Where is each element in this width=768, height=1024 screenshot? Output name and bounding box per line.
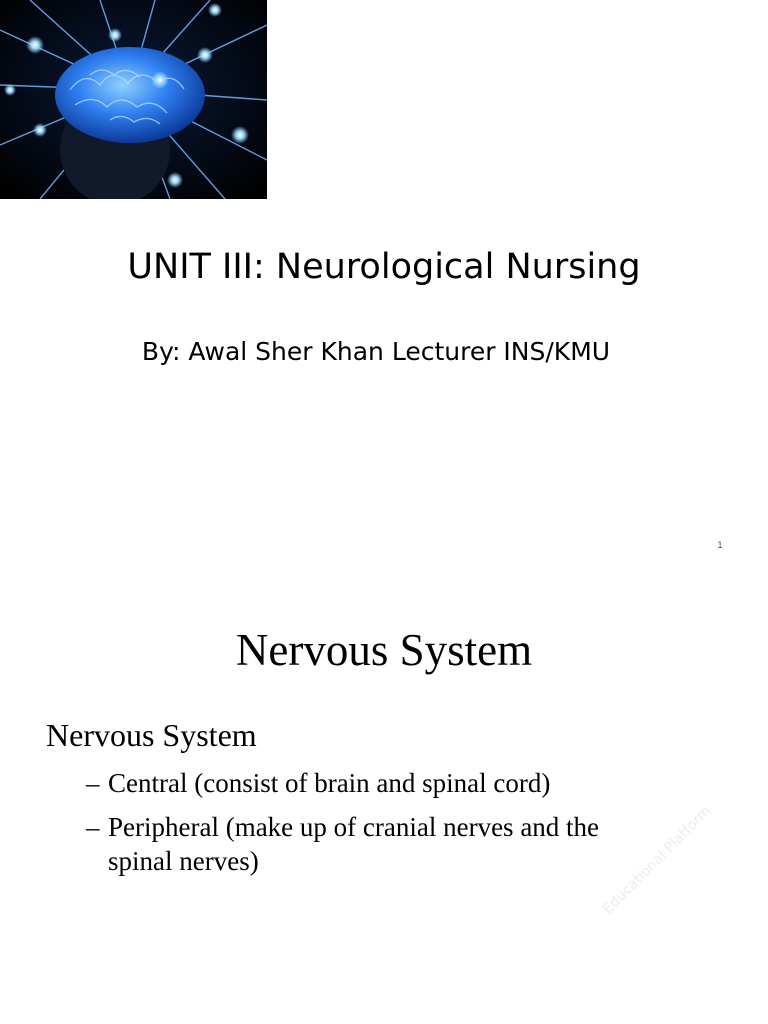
bullet-level-1: Nervous System <box>46 717 257 753</box>
bullet-dash: – <box>86 812 100 842</box>
slide-number: 1 <box>717 541 723 551</box>
watermark: Educational Platform <box>600 802 715 918</box>
slide-1-title: UNIT III: Neurological Nursing <box>127 247 641 288</box>
bullet-level-2 <box>86 810 668 878</box>
slide-2 <box>0 576 768 1024</box>
slide-1-subtitle: By: Awal Sher Khan Lecturer INS/KMU <box>141 337 611 366</box>
bullet-level-2 <box>86 766 668 800</box>
bullet-dash: – <box>86 768 100 798</box>
bullet-text: Peripheral (make up of cranial nerves and the spinal nerves) <box>108 812 600 876</box>
slide-2-title: Nervous System <box>235 625 533 675</box>
bullet-text: Central (consist of brain and spinal cord) <box>108 768 551 798</box>
glowing-brain-image <box>0 0 267 199</box>
